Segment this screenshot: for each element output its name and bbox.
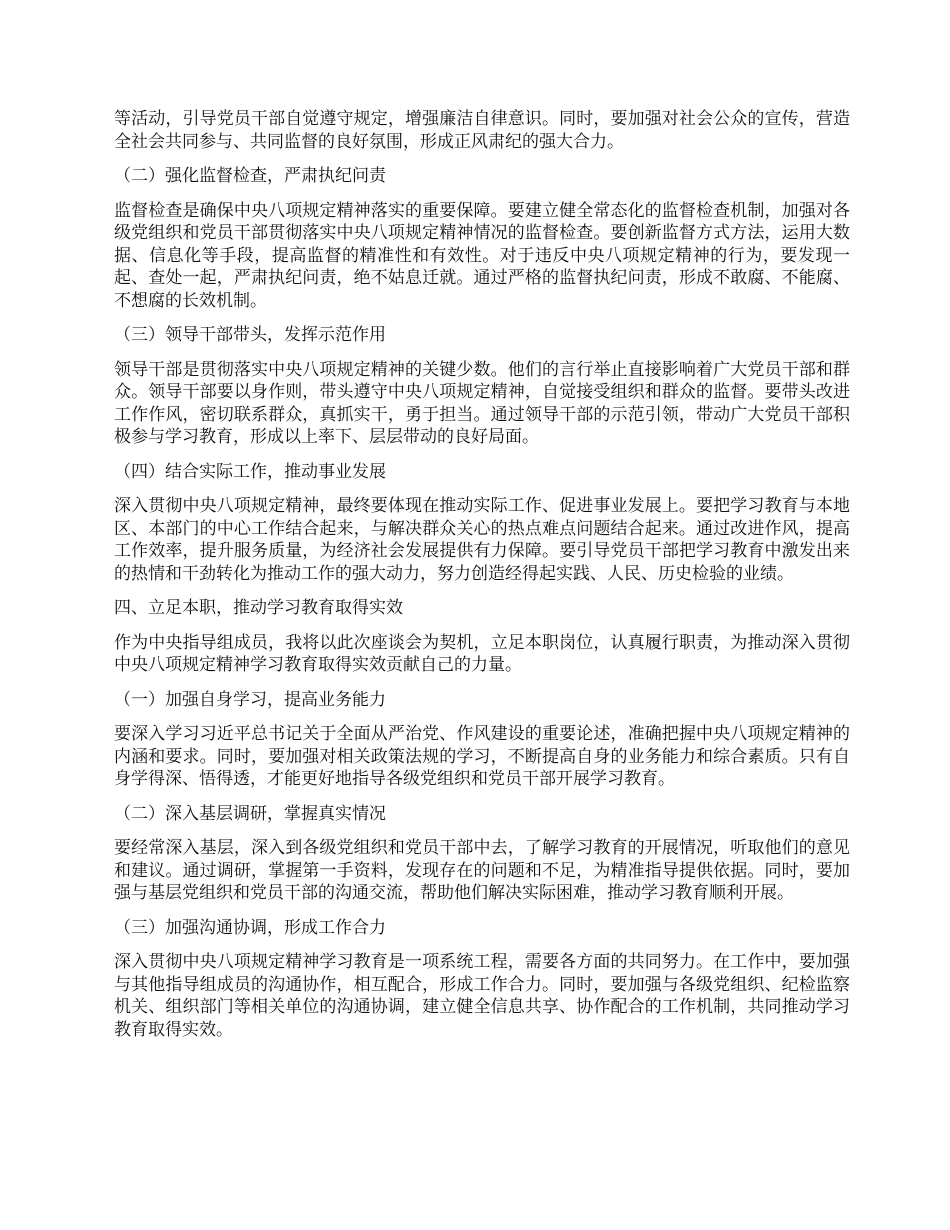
heading-practical-work: （四）结合实际工作，推动事业发展 [114,461,386,482]
heading-leadership: （三）领导干部带头，发挥示范作用 [114,325,386,345]
paragraph-self-study: 要深入学习习近平总书记关于全面从严治党、作风建设的重要论述，准确把握中央八项规定精神的内涵和要求。同时，要加强对相关政策法规的学习，不断提高自身的业务能力和综合素质。只有自身学得深、悟得透，才能更好地指导各级党组织和党员干部开展学习教育。 [114,724,850,789]
paragraph-coordination: 深入贯彻中央八项规定精神学习教育是一项系统工程，需要各方面的共同努力。在工作中，要加强与其他指导组成员的沟通协作，相互配合，形成工作合力。同时，要加强与各级党组织、纪检监察机关、组织部门等相关单位的沟通协调，建立健全信息共享、协作配合的工作机制，共同推动学习教育取得实效。 [114,952,850,1040]
paragraph-leadership: 领导干部是贯彻落实中央八项规定精神的关键少数。他们的言行举止直接影响着广大党员干部和群众。领导干部要以身作则，带头遵守中央八项规定精神，自觉接受组织和群众的监督。要带头改进工作作风，密切联系群众，真抓实干，勇于担当。通过领导干部的示范引领，带动广大党员干部积极参与学习教育，形成以上率下、层层带动的良好局面。 [114,359,850,447]
paragraph-practical-work: 深入贯彻中央八项规定精神，最终要体现在推动实际工作、促进事业发展上。要把学习教育与本地区、本部门的中心工作结合起来，与解决群众关心的热点难点问题结合起来。通过改进作风，提高工作效率，提升服务质量，为经济社会发展提供有力保障。要引导党员干部把学习教育中激发出来的热情和干劲转化为推动工作的强大动力，努力创造经得起实践、人民、历史检验的业绩。 [114,496,850,584]
paragraph-supervision: 监督检查是确保中央八项规定精神落实的重要保障。要建立健全常态化的监督检查机制，加强对各级党组织和党员干部贯彻落实中央八项规定精神情况的监督检查。要创新监督方式方法，运用大数据、信息化等手段，提高监督的精准性和有效性。对于违反中央八项规定精神的行为，要发现一起、查处一起，严肃执纪问责，绝不姑息迁就。通过严格的监督执纪问责，形成不敢腐、不能腐、不想腐的长效机制。 [114,200,850,311]
heading-self-study: （一）加强自身学习，提高业务能力 [114,689,386,710]
heading-section-four: 四、立足本职，推动学习教育取得实效 [114,598,403,618]
paragraph-publicity: 等活动，引导党员干部自觉遵守规定，增强廉洁自律意识。同时，要加强对社会公众的宣传，营造全社会共同参与、共同监督的良好氛围，形成正风肃纪的强大合力。 [114,109,850,152]
paragraph-grassroots-research: 要经常深入基层，深入到各级党组织和党员干部中去，了解学习教育的开展情况，听取他们的意见和建议。通过调研，掌握第一手资料，发现存在的问题和不足，为精准指导提供依据。同时，要加强与基层党组织和党员干部的沟通交流，帮助他们解决实际困难，推动学习教育顺利开展。 [114,838,850,903]
paragraph-section-four: 作为中央指导组成员，我将以此次座谈会为契机，立足本职岗位，认真履行职责，为推动深入贯彻中央八项规定精神学习教育取得实效贡献自己的力量。 [114,632,850,675]
document-page [114,108,850,1053]
heading-grassroots-research: （二）深入基层调研，掌握真实情况 [114,803,386,824]
heading-coordination: （三）加强沟通协调，形成工作合力 [114,917,386,938]
heading-supervision: （二）强化监督检查，严肃执纪问责 [114,166,386,186]
